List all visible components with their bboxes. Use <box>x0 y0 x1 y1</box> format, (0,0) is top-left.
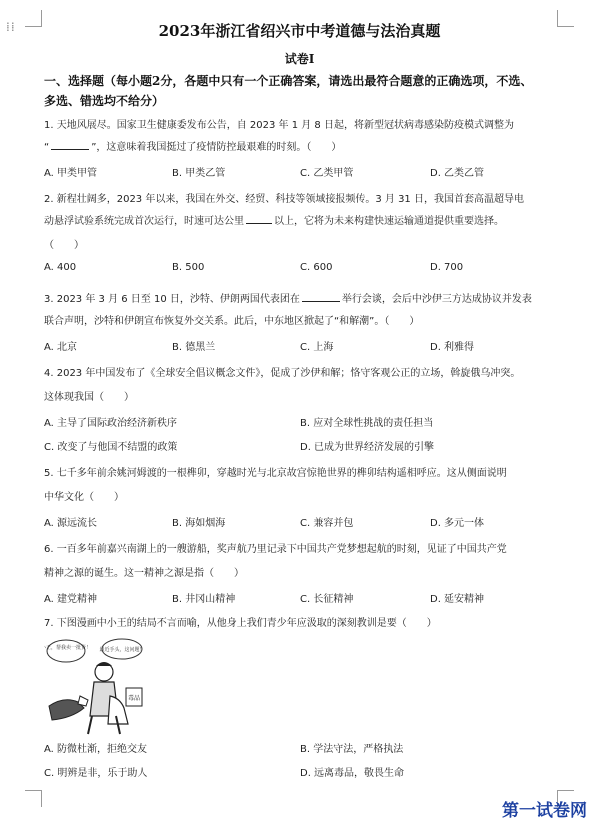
question-1-stem-cont: “ ”，这意味着我国挺过了疫情防控最艰难的时刻。（ ） <box>44 142 342 153</box>
site-watermark: 第一试卷网 <box>502 801 587 821</box>
question-5-option-d: D. 多元一体 <box>430 518 485 529</box>
question-1-option-c: C. 乙类甲管 <box>300 168 354 179</box>
question-6-option-c: C. 长征精神 <box>300 594 354 605</box>
speech-bubble-left-text: 小王，帮我卖一批货！ <box>44 645 92 651</box>
page-title: 2023年浙江省绍兴市中考道德与法治真题 <box>158 22 441 40</box>
question-3-stem-cont: 联合声明，沙特和伊朗宣布恢复外交关系。此后，中东地区掀起了“和解潮”。（ ） <box>44 316 420 327</box>
question-7-option-d: D. 远离毒品，敬畏生命 <box>300 768 405 779</box>
question-3-option-b: B. 德黑兰 <box>172 342 216 353</box>
question-5-stem: 5. 七千多年前余姚河姆渡的一根榫卯，穿越时光与北京故宫惊艳世界的榫卯结构遥相呼应。这从侧面说明 <box>44 468 507 479</box>
question-5-option-b: B. 海如烟海 <box>172 518 226 529</box>
answer-blank <box>51 140 89 150</box>
question-4-option-c: C. 改变了与他国不结盟的政策 <box>44 442 178 453</box>
question-7-option-a: A. 防微杜渐，拒绝交友 <box>44 744 148 755</box>
question-3-stem: 3. 2023 年 3 月 6 日至 10 日，沙特、伊朗两国代表团在 举行会谈，会后中沙伊三方达成协议并发表 <box>44 294 532 305</box>
drag-handle-icon[interactable]: ⁞⁞ <box>6 20 16 34</box>
question-2-option-d: D. 700 <box>430 262 464 273</box>
question-4-stem: 4. 2023 年中国发布了《全球安全倡议概念文件》，促成了沙伊和解；恪守客观公正的立场，斡旋俄乌冲突。 <box>44 368 521 379</box>
question-2-stem-cont: 动悬浮试验系统完成首次运行，时速可达公里 以上，它将为未来构建快速运输通道提供重要选择。 <box>44 216 504 227</box>
question-4-option-a: A. 主导了国际政治经济新秩序 <box>44 418 178 429</box>
section-heading-cont: 多选、错选均不给分） <box>44 94 165 108</box>
cartoon-illustration <box>44 636 146 738</box>
question-1-stem: 1. 天地风展尽。国家卫生健康委发布公告，自 2023 年 1 月 8 日起，将新型冠状病毒感染防疫模式调整为 <box>44 120 514 131</box>
question-4-option-d: D. 已成为世界经济发展的引擎 <box>300 442 435 453</box>
speech-bubble-left <box>47 640 85 662</box>
question-5-stem-cont: 中华文化（ ） <box>44 492 124 503</box>
question-6-option-d: D. 延安精神 <box>430 594 485 605</box>
paper-subtitle: 试卷I <box>284 52 315 66</box>
question-2-paren: （ ） <box>44 240 84 251</box>
answer-blank <box>302 292 340 302</box>
question-6-option-a: A. 建党精神 <box>44 594 98 605</box>
question-6-stem-cont: 精神之源的诞生。这一精神之源是指（ ） <box>44 568 244 579</box>
question-7-stem: 7. 下图漫画中小王的结局不言而喻，从他身上我们青少年应汲取的深刻教训是要（ ） <box>44 618 437 629</box>
question-2-option-c: C. 600 <box>300 262 333 273</box>
drug-label-text: 毒品 <box>127 695 141 702</box>
question-2-option-b: B. 500 <box>172 262 205 273</box>
question-6-option-b: B. 井冈山精神 <box>172 594 236 605</box>
question-4-option-b: B. 应对全球性挑战的责任担当 <box>300 418 434 429</box>
section-heading: 一、选择题（每小题2分，各题中只有一个正确答案，请选出最符合题意的正确选项，不选、 <box>44 74 533 88</box>
question-2-option-a: A. 400 <box>44 262 77 273</box>
answer-blank <box>246 214 272 224</box>
question-5-option-a: A. 源远流长 <box>44 518 98 529</box>
question-7-cartoon <box>44 636 146 738</box>
question-3-option-a: A. 北京 <box>44 342 78 353</box>
question-7-option-c: C. 明辨是非，乐于助人 <box>44 768 148 779</box>
corner-mark-bottom-left <box>25 790 42 807</box>
question-6-stem: 6. 一百多年前嘉兴南湖上的一艘游船，奖声航乃里记录下中国共产党梦想起航的时刻，见证了中国共产党 <box>44 544 507 555</box>
question-1-option-d: D. 乙类乙管 <box>430 168 485 179</box>
question-5-option-c: C. 兼容并包 <box>300 518 354 529</box>
question-4-stem-cont: 这体现我国（ ） <box>44 392 134 403</box>
speech-bubble-right-text: 最近手头，这问题！ <box>99 647 145 653</box>
question-3-option-d: D. 利雅得 <box>430 342 475 353</box>
question-7-option-b: B. 学法守法，严格执法 <box>300 744 404 755</box>
question-2-stem: 2. 新程壮阔多，2023 年以来，我国在外交、经贸、科技等领域接报频传。3 月 31 日，我国首套高温超导电 <box>44 194 524 205</box>
question-3-option-c: C. 上海 <box>300 342 334 353</box>
question-1-option-a: A. 甲类甲管 <box>44 168 98 179</box>
question-1-option-b: B. 甲类乙管 <box>172 168 226 179</box>
